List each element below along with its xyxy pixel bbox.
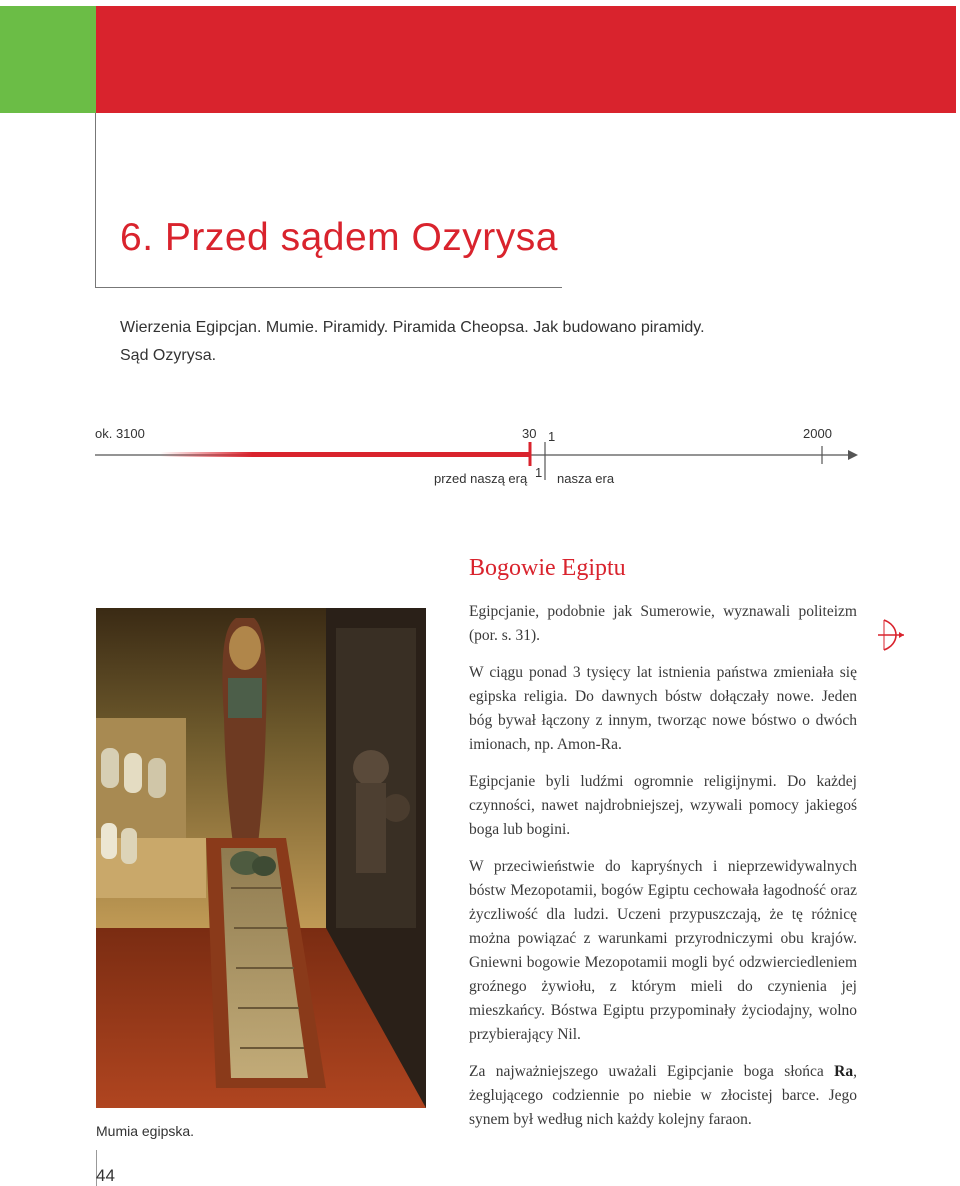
paragraph-4: W przeciwieństwie do kapryśnych i nieprzewidywalnych bóstw Mezopotamii, bogów Egiptu cechowała łagodność oraz życzliwość dla ludzi. Uczeni przypuszczają, że tę różnicę można powiązać z warunkami przyrodniczymi obu krajów. Gniewni bogowie Mezopotamii mogli być odzwierciedleniem groźnego żywiołu, z którym mieli do czynienia jej mieszkańcy. Bóstwa Egiptu przypominały życiodajny, wolno przybierający Nil.	[469, 858, 857, 1043]
paragraph-2: W ciągu ponad 3 tysięcy lat istnienia państwa zmieniała się egipska religia. Do dawnych bóstw dołączały nowe. Jeden bóg bywał łączony z innym, tworząc nowe bóstwo o dwóch imionach, np. Amon-Ra.	[469, 664, 857, 753]
title-frame-vertical	[95, 113, 96, 288]
timeline-era-bc: przed naszą erą	[434, 471, 528, 486]
paragraph-5	[469, 1060, 857, 1132]
paragraph-5-end: , żeglującego codziennie po niebie w złocistej barce. Jego synem był według nich każdy kolejny faraon.	[469, 1063, 857, 1128]
title-frame-horizontal	[95, 287, 562, 288]
timeline	[0, 420, 960, 500]
paragraph-3: Egipcjanie byli ludźmi ogromnie religijnymi. Do każdej czynności, nawet najdrobniejszej, wzywali pomocy jakiegoś boga lub bogini.	[469, 773, 857, 838]
mummy-photo	[96, 608, 426, 1108]
timeline-end-label: 2000	[803, 426, 832, 441]
summary-line-1: Wierzenia Egipcjan. Mumie. Piramidy. Piramida Cheopsa. Jak budowano piramidy.	[120, 319, 705, 336]
timeline-era-divider: 1	[535, 465, 543, 480]
timeline-axis	[0, 420, 960, 500]
timeline-era-ad: nasza era	[557, 471, 615, 486]
corner-accent	[0, 6, 96, 113]
bow-and-arrow-icon	[876, 618, 906, 652]
mummy-illustration	[96, 608, 426, 1108]
section-body	[469, 600, 857, 1145]
timeline-ad-start-label: 1	[548, 429, 556, 444]
figure-caption: Mumia egipska.	[96, 1123, 195, 1139]
paragraph-1: Egipcjanie, podobnie jak Sumerowie, wyznawali politeizm (por. s. 31).	[469, 603, 857, 644]
timeline-start-label: ok. 3100	[95, 426, 145, 441]
section-heading: Bogowie Egiptu	[469, 555, 626, 581]
chapter-summary	[120, 314, 740, 370]
paragraph-5-start: Za najważniejszego uważali Egipcjanie boga słońca	[469, 1063, 835, 1080]
page-number: 44	[96, 1166, 115, 1185]
summary-line-2: Sąd Ozyrysa.	[120, 347, 217, 364]
chapter-title: 6. Przed sądem Ozyrysa	[120, 216, 558, 259]
god-name-ra: Ra	[834, 1063, 854, 1080]
timeline-bc-label: 30	[522, 426, 537, 441]
header-banner	[96, 6, 956, 113]
